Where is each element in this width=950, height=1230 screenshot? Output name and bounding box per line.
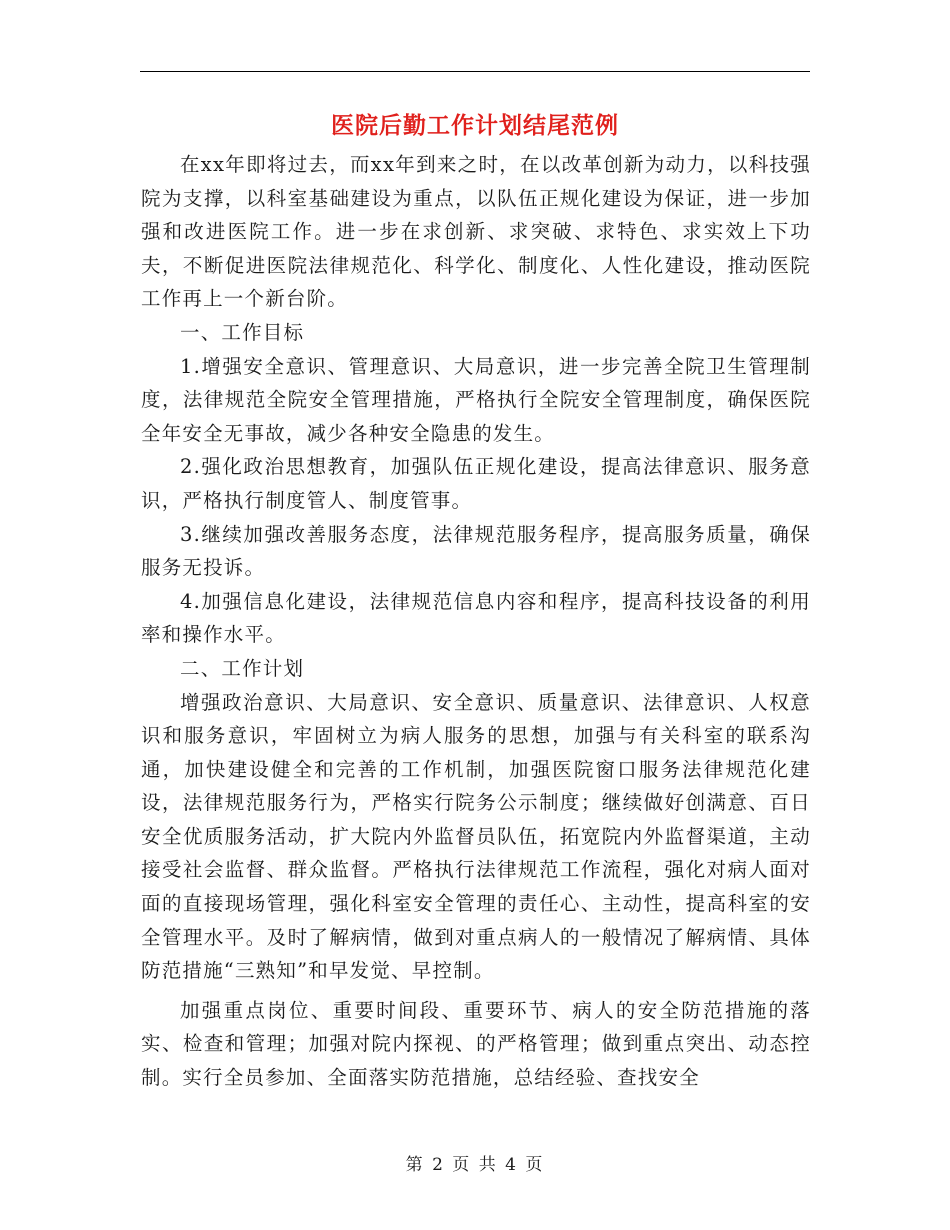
- goal-item-3: 3.继续加强改善服务态度，法律规范服务程序，提高服务质量，确保服务无投诉。: [141, 522, 811, 580]
- plan-paragraph-2: 加强重点岗位、重要时间段、重要环节、病人的安全防范措施的落实、检查和管理；加强对院内探视、的严格管理；做到重点突出、动态控制。实行全员参加、全面落实防范措施，总结经验、查找安全: [141, 998, 811, 1090]
- document-body: [141, 148, 811, 1095]
- page-title: 医院后勤工作计划结尾范例: [331, 112, 619, 139]
- goal-item-2: 2.强化政治思想教育，加强队伍正规化建设，提高法律意识、服务意识，严格执行制度管人、制度管事。: [141, 455, 811, 512]
- page-number: 第 2 页 共 4 页: [405, 1155, 545, 1175]
- header-rule: [140, 71, 810, 72]
- section-heading-goals: 一、工作目标: [180, 320, 305, 344]
- goal-item-1: 1.增强安全意识、管理意识、大局意识，进一步完善全院卫生管理制度，法律规范全院安全管理措施，严格执行全院安全管理制度，确保医院全年安全无事故，减少各种安全隐患的发生。: [141, 354, 811, 445]
- section-heading-plan: 二、工作计划: [180, 656, 305, 680]
- goal-item-4: 4.加强信息化建设，法律规范信息内容和程序，提高科技设备的利用率和操作水平。: [141, 589, 811, 647]
- intro-paragraph: 在xx年即将过去，而xx年到来之时，在以改革创新为动力，以科技强院为支撑，以科室基础建设为重点，以队伍正规化建设为保证，进一步加强和改进医院工作。进一步在求创新、求突破、求特色、求实效上下功夫，不断促进医院法律规范化、科学化、制度化、人性化建设，推动医院工作再上一个新台阶。: [141, 153, 811, 311]
- plan-paragraph-1: 增强政治意识、大局意识、安全意识、质量意识、法律意识、人权意识和服务意识，牢固树立为病人服务的思想，加强与有关科室的联系沟通，加快建设健全和完善的工作机制，加强医院窗口服务法律规范化建设，法律规范服务行为，严格实行院务公示制度；继续做好创满意、百日安全优质服务活动，扩大院内外监督员队伍，拓宽院内外监督渠道，主动接受社会监督、群众监督。严格执行法律规范工作流程，强化对病人面对面的直接现场管理，强化科室安全管理的责任心、主动性，提高科室的安全管理水平。及时了解病情，做到对重点病人的一般情况了解病情、具体防范措施“三熟知”和早发觉、早控制。: [141, 690, 811, 983]
